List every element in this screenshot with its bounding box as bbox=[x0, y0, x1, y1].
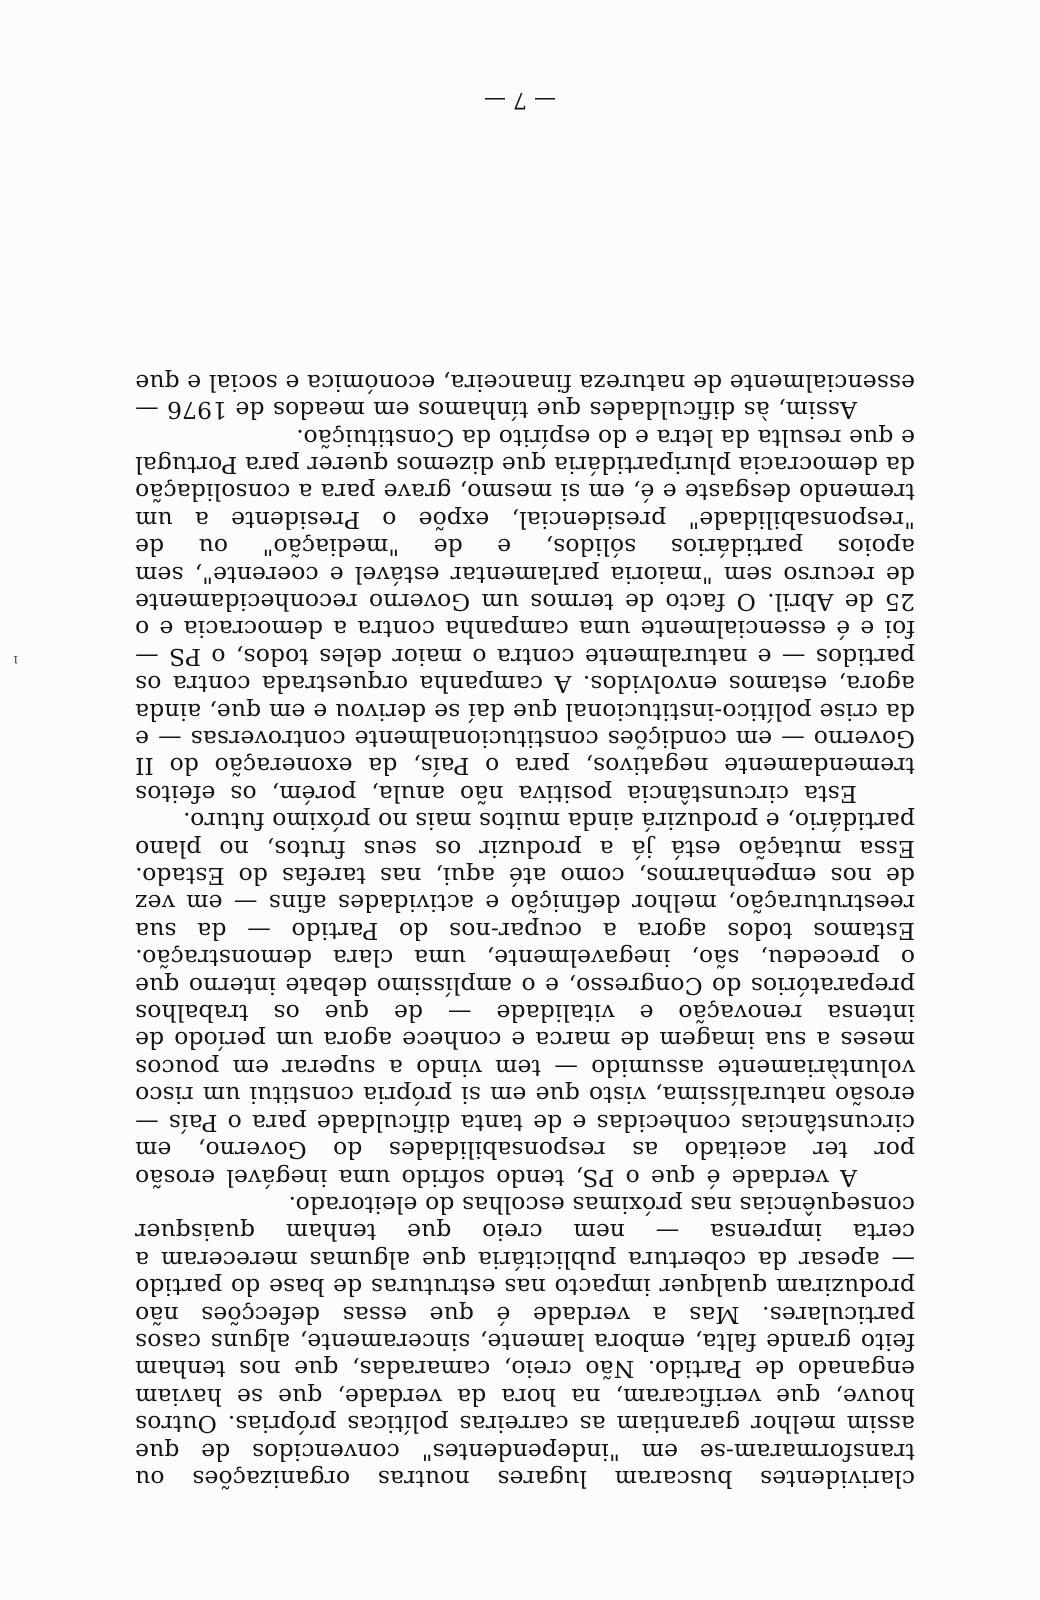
paragraph-3: Esta circunstância positiva não anula, porém, os efeitos tremendamente negativos, para o País, da exoneração do II Governo — em condições constitucionalmente controversas — e da crise político-institucional que daí se derivou e em que, ainda agora, estamos envolvidos. A campanha orquestrada contra os partidos — e naturalmente contra o maior deles todos, o PS — foi e é essencialmente uma campanha contra a democracia e o 25 de Abril. O facto de termos um Governo reconhecidamente de recurso sem "maioria parlamentar estável e coerente", sem apoios partidários sólidos, e de "mediação" ou de "responsabilidade" presidencial, expõe o Presidente a um tremendo desgaste e é, em si mesmo, grave para a consolidação da democracia pluripartidária que dizemos querer para Portugal e que resulta da letra e do espírito da Constituição. bbox=[135, 423, 915, 808]
margin-mark: ı bbox=[13, 652, 18, 668]
paragraph-2: A verdade é que o PS, tendo sofrido uma inegável erosão por ter aceitado as responsabilidades do Governo, em circunstâncias conhecidas e de tanta dificuldade para o País — erosão naturalíssima, visto que em si própria constitui um risco voluntàriamente assumido — tem vindo a superar em poucos meses a sua imagem de marca e conhece agora um período de intensa renovação e vitalidade — de que os trabalhos preparatórios do Congresso, e o amplíssimo debate interno que o precedeu, são, inegavelmente, uma clara demonstração. Estamos todos agora a ocupar-nos do Partido — da sua reestruturação, melhor definição e actividades afins — em vez de nos empenharmos, como até aqui, nas tarefas do Estado. Essa mutação está já a produzir os seus frutos, no plano partidário, e produzirá ainda muitos mais no próximo futuro. bbox=[135, 807, 915, 1192]
paragraph-4: Assim, às dificuldades que tínhamos em meados de 1976 — essencialmente de natureza financeira, económica e social e que bbox=[135, 368, 915, 425]
page-number: — 7 — bbox=[484, 87, 556, 112]
body-text bbox=[135, 368, 915, 1492]
paragraph-1: clarividentes buscaram lugares noutras organizações ou transformaram-se em "independentes" convencidos de que assim melhor garantiam as carreiras políticas próprias. Outros houve, que verificaram, na hora da verdade, que se haviam enganado de Partido. Não creio, camaradas, que nos tenham feito grande falta, embora lamente, sinceramente, alguns casos particulares. Mas a verdade é que essas defecções não produziram qualquer impacto nas estruturas de base do partido — apesar da cobertura publicitária que algumas mereceram a certa imprensa — nem creio que tenham quaisquer consequências nas próximas escolhas do eleitorado. bbox=[135, 1190, 915, 1493]
